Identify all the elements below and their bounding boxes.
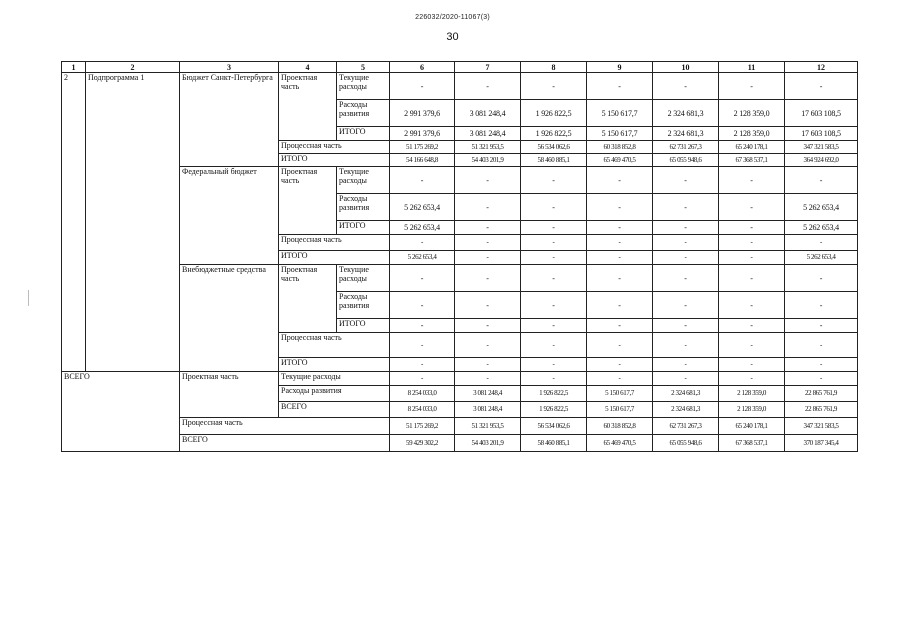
value-cell: - xyxy=(390,292,455,319)
development-expenses-label: Расходы развития xyxy=(337,292,390,319)
value-cell: - xyxy=(455,73,521,100)
value-cell: - xyxy=(455,319,521,333)
value-cell: - xyxy=(653,194,719,221)
funding-table xyxy=(61,61,858,452)
value-cell: 8 254 033,0 xyxy=(390,402,455,418)
value-cell: - xyxy=(390,358,455,372)
value-cell: - xyxy=(455,167,521,194)
value-cell: 2 324 681,3 xyxy=(653,127,719,141)
value-cell: 2 128 359,0 xyxy=(719,402,785,418)
value-cell: 56 534 062,6 xyxy=(521,141,587,154)
value-cell: - xyxy=(521,194,587,221)
value-cell: - xyxy=(785,265,858,292)
value-cell: 54 166 648,8 xyxy=(390,154,455,167)
process-part-label: Процессная часть xyxy=(180,418,390,435)
document-number: 226032/2020-11067(3) xyxy=(415,14,490,21)
source-total-label: ИТОГО xyxy=(279,154,390,167)
value-cell: - xyxy=(455,333,521,358)
value-cell: 67 368 537,1 xyxy=(719,154,785,167)
process-part-label: Процессная часть xyxy=(279,235,390,251)
value-cell: - xyxy=(521,358,587,372)
project-part-label: Проектная часть xyxy=(180,372,279,418)
value-cell: 51 175 269,2 xyxy=(390,141,455,154)
value-cell: 2 991 379,6 xyxy=(390,127,455,141)
scan-margin-mark xyxy=(28,290,29,306)
value-cell: - xyxy=(785,235,858,251)
value-cell: - xyxy=(521,221,587,235)
value-cell: 22 865 761,9 xyxy=(785,386,858,402)
project-part-label: Проектная часть xyxy=(279,73,337,141)
value-cell: - xyxy=(719,319,785,333)
project-part-label: Проектная часть xyxy=(279,265,337,333)
value-cell: 2 128 359,0 xyxy=(719,386,785,402)
current-expenses-label: Текущие расходы xyxy=(337,73,390,100)
value-cell: 5 262 653,4 xyxy=(785,221,858,235)
source-total-label: ИТОГО xyxy=(279,251,390,265)
column-number-10: 10 xyxy=(653,62,719,73)
process-part-label: Процессная часть xyxy=(279,333,390,358)
value-cell: 3 081 248,4 xyxy=(455,386,521,402)
value-cell: - xyxy=(719,292,785,319)
value-cell: - xyxy=(521,292,587,319)
column-number-8: 8 xyxy=(521,62,587,73)
value-cell: 364 924 692,0 xyxy=(785,154,858,167)
value-cell: - xyxy=(653,235,719,251)
value-cell: - xyxy=(719,235,785,251)
value-cell: 5 262 653,4 xyxy=(390,251,455,265)
value-cell: - xyxy=(587,235,653,251)
value-cell: - xyxy=(455,221,521,235)
value-cell: - xyxy=(521,167,587,194)
value-cell: - xyxy=(587,265,653,292)
value-cell: - xyxy=(719,358,785,372)
value-cell: - xyxy=(653,73,719,100)
value-cell: 65 469 470,5 xyxy=(587,154,653,167)
value-cell: 347 321 583,5 xyxy=(785,141,858,154)
value-cell: 65 055 948,6 xyxy=(653,154,719,167)
grand-total-label: ВСЕГО xyxy=(180,435,390,452)
value-cell: 67 368 537,1 xyxy=(719,435,785,452)
value-cell: 3 081 248,4 xyxy=(455,127,521,141)
value-cell: - xyxy=(521,319,587,333)
table-row xyxy=(62,418,858,435)
value-cell: 5 262 653,4 xyxy=(390,194,455,221)
value-cell: 5 262 653,4 xyxy=(785,194,858,221)
column-number-2: 2 xyxy=(86,62,180,73)
value-cell: 54 403 201,9 xyxy=(455,154,521,167)
value-cell: - xyxy=(455,194,521,221)
value-cell: - xyxy=(455,358,521,372)
project-part-label: Проектная часть xyxy=(279,167,337,235)
value-cell: - xyxy=(455,251,521,265)
value-cell: - xyxy=(785,319,858,333)
current-expenses-label: Текущие расходы xyxy=(279,372,390,386)
value-cell: - xyxy=(653,372,719,386)
value-cell: - xyxy=(785,73,858,100)
value-cell: - xyxy=(521,372,587,386)
value-cell: 51 175 269,2 xyxy=(390,418,455,435)
value-cell: - xyxy=(587,292,653,319)
value-cell: 2 324 681,3 xyxy=(653,402,719,418)
development-expenses-label: Расходы развития xyxy=(279,386,390,402)
value-cell: - xyxy=(719,372,785,386)
value-cell: 60 318 852,8 xyxy=(587,418,653,435)
value-cell: 51 321 953,5 xyxy=(455,141,521,154)
page-number: 30 xyxy=(446,31,459,43)
value-cell: 3 081 248,4 xyxy=(455,402,521,418)
value-cell: 65 240 178,1 xyxy=(719,141,785,154)
value-cell: - xyxy=(455,235,521,251)
source-total-label: ИТОГО xyxy=(279,358,390,372)
value-cell: - xyxy=(719,333,785,358)
value-cell: - xyxy=(719,251,785,265)
value-cell: - xyxy=(587,333,653,358)
funding-source: Внебюджетные средства xyxy=(180,265,279,372)
value-cell: - xyxy=(390,265,455,292)
program-name: Подпрограмма 1 xyxy=(86,73,180,372)
value-cell: 17 603 108,5 xyxy=(785,127,858,141)
value-cell: 8 254 033,0 xyxy=(390,386,455,402)
value-cell: 5 262 653,4 xyxy=(785,251,858,265)
value-cell: - xyxy=(587,194,653,221)
table-header-row xyxy=(62,62,858,73)
value-cell: - xyxy=(785,167,858,194)
column-number-3: 3 xyxy=(180,62,279,73)
table-row xyxy=(62,372,858,386)
value-cell: 2 128 359,0 xyxy=(719,127,785,141)
value-cell: - xyxy=(785,372,858,386)
value-cell: - xyxy=(719,73,785,100)
column-number-11: 11 xyxy=(719,62,785,73)
value-cell: 62 731 267,3 xyxy=(653,418,719,435)
value-cell: - xyxy=(390,235,455,251)
value-cell: - xyxy=(785,358,858,372)
value-cell: 51 321 953,5 xyxy=(455,418,521,435)
value-cell: 62 731 267,3 xyxy=(653,141,719,154)
value-cell: - xyxy=(653,167,719,194)
value-cell: 65 240 178,1 xyxy=(719,418,785,435)
value-cell: - xyxy=(455,265,521,292)
table-row xyxy=(62,435,858,452)
value-cell: 2 324 681,3 xyxy=(653,386,719,402)
project-total-label: ИТОГО xyxy=(337,127,390,141)
row-number: 2 xyxy=(62,73,86,372)
value-cell: - xyxy=(390,333,455,358)
table-row xyxy=(62,73,858,100)
value-cell: - xyxy=(785,333,858,358)
value-cell: 65 469 470,5 xyxy=(587,435,653,452)
value-cell: - xyxy=(587,372,653,386)
process-part-label: Процессная часть xyxy=(279,141,390,154)
value-cell: 59 429 302,2 xyxy=(390,435,455,452)
value-cell: - xyxy=(587,319,653,333)
value-cell: 58 460 885,1 xyxy=(521,154,587,167)
value-cell: 2 128 359,0 xyxy=(719,100,785,127)
value-cell: - xyxy=(587,251,653,265)
column-number-12: 12 xyxy=(785,62,858,73)
value-cell: 1 926 822,5 xyxy=(521,100,587,127)
table-row xyxy=(62,265,858,292)
value-cell: 5 150 617,7 xyxy=(587,386,653,402)
value-cell: - xyxy=(521,251,587,265)
development-expenses-label: Расходы развития xyxy=(337,100,390,127)
column-number-4: 4 xyxy=(279,62,337,73)
value-cell: - xyxy=(587,358,653,372)
current-expenses-label: Текущие расходы xyxy=(337,167,390,194)
column-number-1: 1 xyxy=(62,62,86,73)
value-cell: - xyxy=(587,167,653,194)
column-number-9: 9 xyxy=(587,62,653,73)
value-cell: 5 150 617,7 xyxy=(587,127,653,141)
value-cell: 17 603 108,5 xyxy=(785,100,858,127)
value-cell: - xyxy=(653,292,719,319)
column-number-7: 7 xyxy=(455,62,521,73)
project-total-label: ИТОГО xyxy=(337,319,390,333)
value-cell: 54 403 201,9 xyxy=(455,435,521,452)
value-cell: - xyxy=(390,319,455,333)
value-cell: - xyxy=(653,358,719,372)
value-cell: 22 865 761,9 xyxy=(785,402,858,418)
value-cell: 5 150 617,7 xyxy=(587,402,653,418)
value-cell: - xyxy=(653,251,719,265)
value-cell: - xyxy=(653,221,719,235)
project-total-label: ИТОГО xyxy=(337,221,390,235)
value-cell: 347 321 583,5 xyxy=(785,418,858,435)
value-cell: - xyxy=(390,372,455,386)
value-cell: - xyxy=(587,221,653,235)
column-number-6: 6 xyxy=(390,62,455,73)
value-cell: - xyxy=(521,333,587,358)
value-cell: 5 262 653,4 xyxy=(390,221,455,235)
funding-source: Федеральный бюджет xyxy=(180,167,279,265)
value-cell: 1 926 822,5 xyxy=(521,386,587,402)
value-cell: - xyxy=(653,319,719,333)
value-cell: 2 991 379,6 xyxy=(390,100,455,127)
current-expenses-label: Текущие расходы xyxy=(337,265,390,292)
value-cell: - xyxy=(587,73,653,100)
value-cell: - xyxy=(719,265,785,292)
project-sum-label: ВСЕГО xyxy=(279,402,390,418)
value-cell: - xyxy=(653,333,719,358)
funding-source: Бюджет Санкт-Петербурга xyxy=(180,73,279,167)
value-cell: - xyxy=(653,265,719,292)
value-cell: - xyxy=(455,292,521,319)
value-cell: 65 055 948,6 xyxy=(653,435,719,452)
total-section-label: ВСЕГО xyxy=(62,372,180,452)
value-cell: 370 187 345,4 xyxy=(785,435,858,452)
value-cell: 3 081 248,4 xyxy=(455,100,521,127)
value-cell: - xyxy=(719,221,785,235)
value-cell: - xyxy=(521,265,587,292)
value-cell: 1 926 822,5 xyxy=(521,402,587,418)
value-cell: 56 534 062,6 xyxy=(521,418,587,435)
value-cell: - xyxy=(719,194,785,221)
value-cell: 1 926 822,5 xyxy=(521,127,587,141)
value-cell: - xyxy=(455,372,521,386)
value-cell: - xyxy=(390,73,455,100)
value-cell: - xyxy=(390,167,455,194)
value-cell: - xyxy=(719,167,785,194)
value-cell: 2 324 681,3 xyxy=(653,100,719,127)
value-cell: 5 150 617,7 xyxy=(587,100,653,127)
column-number-5: 5 xyxy=(337,62,390,73)
development-expenses-label: Расходы развития xyxy=(337,194,390,221)
value-cell: - xyxy=(521,73,587,100)
table-row xyxy=(62,167,858,194)
value-cell: 58 460 885,1 xyxy=(521,435,587,452)
value-cell: 60 318 852,8 xyxy=(587,141,653,154)
value-cell: - xyxy=(521,235,587,251)
value-cell: - xyxy=(785,292,858,319)
